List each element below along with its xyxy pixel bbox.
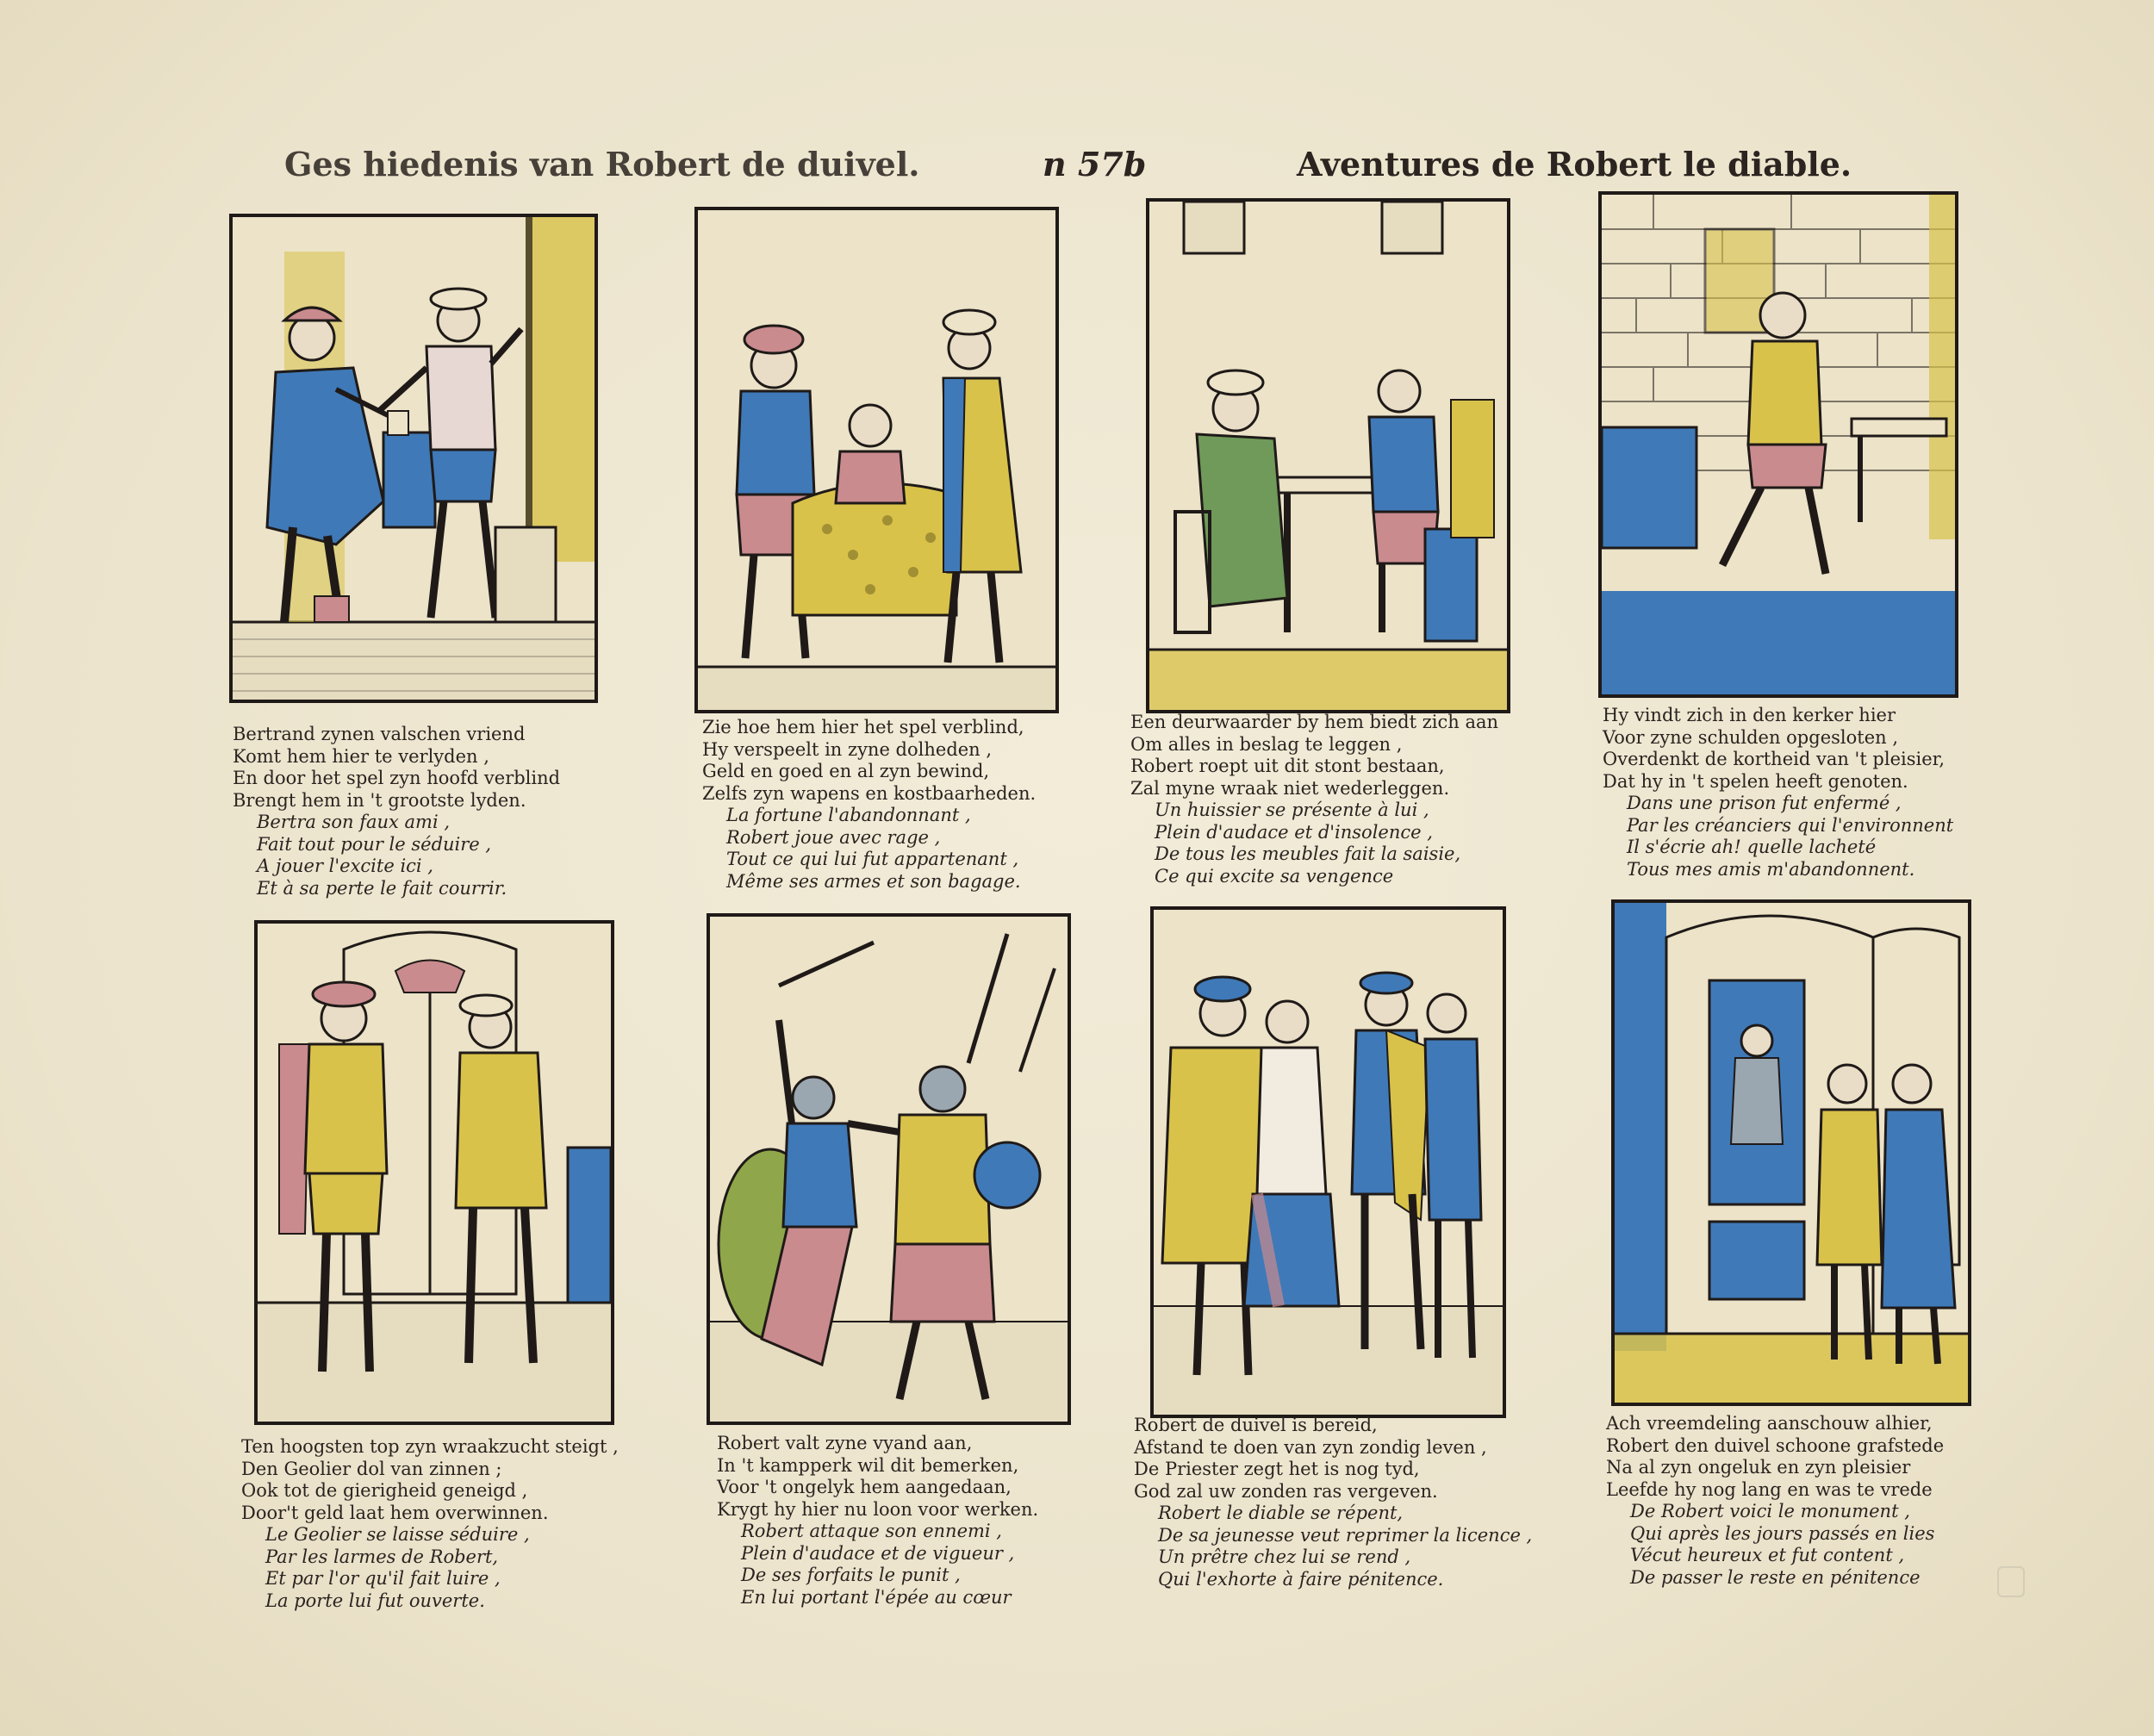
woodcut-panel-7: [1150, 906, 1506, 1418]
verse-line: Dat hy in 't spelen heeft genoten.: [1603, 770, 1908, 792]
verse-line: Robert roept uit dit stont bestaan,: [1130, 756, 1445, 776]
caption-panel-7: [1134, 1415, 1539, 1590]
verse-line-french: Plein d'audace et de vigueur ,: [741, 1542, 1015, 1564]
caption-panel-2: [702, 717, 1107, 893]
verse-line: Brengt hem in 't grootste lyden.: [233, 789, 526, 811]
verse-line-french: Qui après les jours passés en lies: [1630, 1522, 1935, 1544]
verse-line-french: Bertra son faux ami ,: [257, 812, 451, 832]
verse-line-french: Par les créanciers qui l'environnent: [1627, 814, 1954, 836]
verse-line: Voor 't ongelyk hem aangedaan,: [717, 1477, 1012, 1497]
verse-line: In 't kampperk wil dit bemerken,: [717, 1454, 1019, 1476]
verse-line: Voor zyne schulden opgesloten ,: [1603, 726, 1899, 748]
verse-line: Komt hem hier te verlyden ,: [233, 745, 489, 767]
caption-panel-5: [241, 1436, 646, 1612]
verse-line-french: Il s'écrie ah! quelle lacheté: [1627, 837, 1877, 857]
verse-line-french: Un prêtre chez lui se rend ,: [1158, 1546, 1411, 1567]
woodcut-panel-5: [254, 920, 614, 1425]
woodcut-illustration-prison: [1602, 195, 1955, 694]
verse-line-french: De passer le reste en pénitence: [1630, 1566, 1921, 1588]
verse-line-french: Et à sa perte le fait courrir.: [257, 877, 507, 899]
verse-line-french: De ses forfaits le punit ,: [741, 1565, 961, 1585]
verse-line-french: En lui portant l'épée au cœur: [741, 1586, 1012, 1608]
woodcut-illustration-monument: [1615, 903, 1968, 1403]
verse-line-french: La fortune l'abandonnant ,: [726, 805, 971, 825]
verse-line: Een deurwaarder by hem biedt zich aan: [1130, 712, 1499, 732]
verse-line: Na al zyn ongeluk en zyn pleisier: [1606, 1457, 1911, 1478]
woodcut-panel-8: [1611, 899, 1971, 1406]
woodcut-illustration-priest: [1154, 910, 1503, 1415]
verse-line-french: Robert le diable se répent,: [1158, 1503, 1404, 1523]
verse-line: En door het spel zyn hoofd verblind: [233, 768, 561, 788]
verse-line-french: Par les larmes de Robert,: [265, 1546, 499, 1567]
woodcut-illustration-bailiff: [1149, 202, 1507, 710]
verse-line: Zelfs zyn wapens en kostbaarheden.: [702, 782, 1037, 804]
verse-line-french: Dans une prison fut enfermé ,: [1627, 793, 1902, 813]
caption-panel-8: [1606, 1413, 2011, 1589]
woodcut-panel-4: [1598, 191, 1958, 698]
verse-line: Robert de duivel is bereid,: [1134, 1415, 1378, 1435]
verse-line: De Priester zegt het is nog tyd,: [1134, 1459, 1420, 1479]
verse-line: Hy vindt zich in den kerker hier: [1603, 705, 1896, 725]
verse-line: Ook tot de gierigheid geneigd ,: [241, 1480, 528, 1501]
verse-line-french: Plein d'audace et d'insolence ,: [1155, 821, 1433, 843]
verse-line-french: Le Geolier se laisse séduire ,: [265, 1524, 530, 1545]
verse-line-french: Tous mes amis m'abandonnent.: [1627, 858, 1915, 880]
woodcut-illustration-sword-fight: [710, 917, 1068, 1422]
woodcut-illustration-gambling: [698, 210, 1055, 710]
verse-line-french: Ce qui excite sa vengence: [1155, 865, 1394, 887]
title-french: Aventures de Robert le diable.: [1297, 145, 1852, 184]
caption-panel-4: [1603, 705, 2008, 880]
verse-line: Geld en goed en al zyn bewind,: [702, 761, 990, 781]
verse-line-french: Tout ce qui lui fut appartenant ,: [726, 849, 1019, 869]
verse-line: Bertrand zynen valschen vriend: [233, 724, 526, 744]
verse-line-french: Qui l'exhorte à faire pénitence.: [1158, 1568, 1444, 1590]
woodcut-illustration-jailer: [258, 924, 611, 1422]
title-dutch: Ges hiedenis van Robert de duivel.: [284, 145, 920, 184]
verse-line: Afstand te doen van zyn zondig leven ,: [1134, 1436, 1487, 1458]
verse-line: Den Geolier dol van zinnen ;: [241, 1458, 502, 1479]
verse-line-french: A jouer l'excite ici ,: [257, 856, 433, 876]
verse-line: God zal uw zonden ras vergeven.: [1134, 1480, 1438, 1502]
woodcut-panel-3: [1146, 198, 1510, 713]
verse-line: Leefde hy nog lang en was te vrede: [1606, 1478, 1933, 1500]
sheet-number: n 57b: [1043, 145, 1147, 184]
collection-stamp: [1997, 1566, 2025, 1597]
verse-line: Hy verspeelt in zyne dolheden ,: [702, 738, 993, 760]
verse-line-french: Même ses armes et son bagage.: [726, 870, 1021, 892]
verse-line-french: Vécut heureux et fut content ,: [1630, 1545, 1905, 1565]
verse-line: Krygt hy hier nu loon voor werken.: [717, 1498, 1039, 1520]
woodcut-panel-1: [229, 214, 598, 703]
verse-line-french: Fait tout pour le séduire ,: [257, 833, 492, 855]
woodcut-panel-2: [694, 207, 1059, 713]
verse-line-french: De tous les meubles fait la saisie,: [1155, 843, 1461, 864]
caption-panel-1: [233, 724, 638, 899]
verse-line: Door't geld laat hem overwinnen.: [241, 1502, 549, 1523]
verse-line: Ten hoogsten top zyn wraakzucht steigt ,: [241, 1436, 619, 1457]
verse-line: Ach vreemdeling aanschouw alhier,: [1606, 1413, 1933, 1434]
caption-panel-3: [1130, 712, 1535, 887]
caption-panel-6: [717, 1433, 1122, 1608]
verse-line-french: De sa jeunesse veut reprimer la licence ,: [1158, 1524, 1533, 1546]
verse-line: Overdenkt de kortheid van 't pleisier,: [1603, 749, 1945, 769]
woodcut-illustration-bertrand: [233, 217, 595, 700]
verse-line: Om alles in beslag te leggen ,: [1130, 733, 1403, 755]
verse-line-french: Et par l'or qu'il fait luire ,: [265, 1568, 501, 1589]
verse-line-french: La porte lui fut ouverte.: [265, 1590, 485, 1611]
verse-line: Robert den duivel schoone grafstede: [1606, 1434, 1945, 1456]
verse-line-french: Robert attaque son ennemi ,: [741, 1521, 1002, 1541]
verse-line-french: De Robert voici le monument ,: [1630, 1501, 1910, 1521]
verse-line: Zal myne wraak niet wederleggen.: [1130, 777, 1450, 799]
woodcut-panel-6: [707, 913, 1071, 1425]
verse-line: Robert valt zyne vyand aan,: [717, 1433, 973, 1453]
verse-line-french: Robert joue avec rage ,: [726, 826, 941, 848]
verse-line: Zie hoe hem hier het spel verblind,: [702, 717, 1024, 737]
verse-line-french: Un huissier se présente à lui ,: [1155, 800, 1429, 820]
